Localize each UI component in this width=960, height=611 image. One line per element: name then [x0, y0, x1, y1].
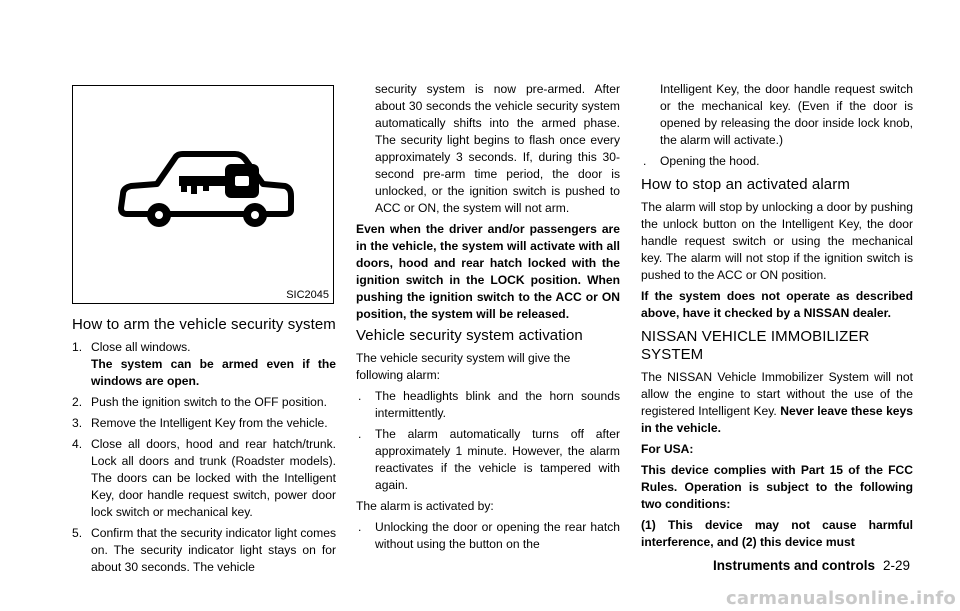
column-2 — [356, 81, 620, 557]
step-text: Push the ignition switch to the OFF position. — [91, 395, 327, 409]
page-footer — [0, 558, 910, 574]
page-number: 2-29 — [882, 558, 910, 573]
bullet-glyph: . — [643, 154, 647, 168]
figure-box — [72, 85, 334, 304]
bullet-text: The headlights blink and the horn sounds intermittently. — [375, 389, 620, 420]
body-text: The vehicle security system will give the following alarm: — [356, 351, 571, 382]
section-heading: Vehicle security system activation — [356, 327, 583, 344]
step-text: Confirm that the security indicator light comes on. The security indicator light stays on for about 30 seconds. The vehicle — [91, 526, 336, 574]
step-number: 1. — [72, 340, 83, 354]
immobilizer-text: The NISSAN Vehicle Immobilizer System will not allow the engine to start without the use of the registered Intelligent Key. — [641, 370, 913, 418]
region-label: For USA: — [641, 442, 694, 456]
step-number: 3. — [72, 416, 83, 430]
figure-label: SIC2045 — [286, 289, 329, 301]
immobilizer-warning: Never leave these keys in the vehicle. — [641, 404, 913, 435]
list-item — [72, 394, 336, 411]
section-heading: How to stop an activated alarm — [641, 176, 850, 193]
step-text: Remove the Intelligent Key from the vehicle. — [91, 416, 328, 430]
warning-text: Even when the driver and/or passengers are in the vehicle, the system will activate with all doors, hood and rear hatch locked with the ignition switch in the LOCK position. When pushing the ignition switch to the ACC or ON position, the system will be released. — [356, 222, 620, 321]
section-heading: How to arm the vehicle security system — [72, 316, 336, 333]
step-number: 4. — [72, 437, 83, 451]
section-name: Instruments and controls — [712, 558, 875, 573]
body-text: The alarm is activated by: — [356, 499, 494, 513]
car-with-key-icon — [117, 150, 295, 232]
bullet-text: The alarm automatically turns off after approximately 1 minute. However, the alarm reactivates if the vehicle is tampered with again. — [375, 427, 620, 492]
bullet-glyph: . — [358, 520, 362, 534]
fcc-text: (1) This device may not cause harmful interference, and (2) this device must — [641, 518, 913, 549]
watermark: carmanualsonline.info — [725, 588, 956, 609]
list-item — [72, 339, 336, 390]
section-heading: NISSAN VEHICLE IMMOBILIZER SYSTEM — [641, 328, 870, 363]
list-item — [641, 153, 913, 170]
fcc-text: This device complies with Part 15 of the FCC Rules. Operation is subject to the following two conditions: — [641, 463, 913, 511]
step-text: Close all doors, hood and rear hatch/trunk. Lock all doors and trunk (Roadster models). The doors can be locked with the Intelligent Key, door handle request switch, power door lock switch or mechanical key. — [91, 437, 336, 519]
step-text: Close all windows. — [91, 340, 191, 354]
step-number: 5. — [72, 526, 83, 540]
step-note: The system can be armed even if the windows are open. — [91, 357, 336, 388]
list-item — [356, 388, 620, 422]
bold-text: If the system does not operate as described above, have it checked by a NISSAN dealer. — [641, 289, 913, 320]
column-3 — [641, 81, 913, 555]
bullet-glyph: . — [358, 389, 362, 403]
continued-text: Intelligent Key, the door handle request switch or the mechanical key. (Even if the door is opened by releasing the door inside lock knob, the alarm will activate.) — [660, 82, 913, 147]
body-text — [641, 369, 913, 437]
list-item — [72, 415, 336, 432]
body-text: The alarm will stop by unlocking a door by pushing the unlock button on the Intelligent Key, the door handle request switch or using the mechanical key. The alarm will not stop if the ignition switch is pushed to the ACC or ON position. — [641, 200, 913, 282]
column-1 — [72, 316, 336, 580]
list-item — [356, 426, 620, 494]
bullet-text: Opening the hood. — [660, 154, 760, 168]
step-number: 2. — [72, 395, 83, 409]
list-item — [356, 519, 620, 553]
list-item — [72, 436, 336, 521]
bullet-glyph: . — [358, 427, 362, 441]
continued-text: security system is now pre-armed. After about 30 seconds the vehicle security system automatically shifts into the armed phase. The security light begins to flash once every approximately 3 seconds. If, during this 30-second pre-arm time period, the door is unlocked, or the ignition switch is pushed to ACC or ON, the system will not arm. — [375, 82, 620, 215]
bullet-text: Unlocking the door or opening the rear hatch without using the button on the — [375, 520, 620, 551]
